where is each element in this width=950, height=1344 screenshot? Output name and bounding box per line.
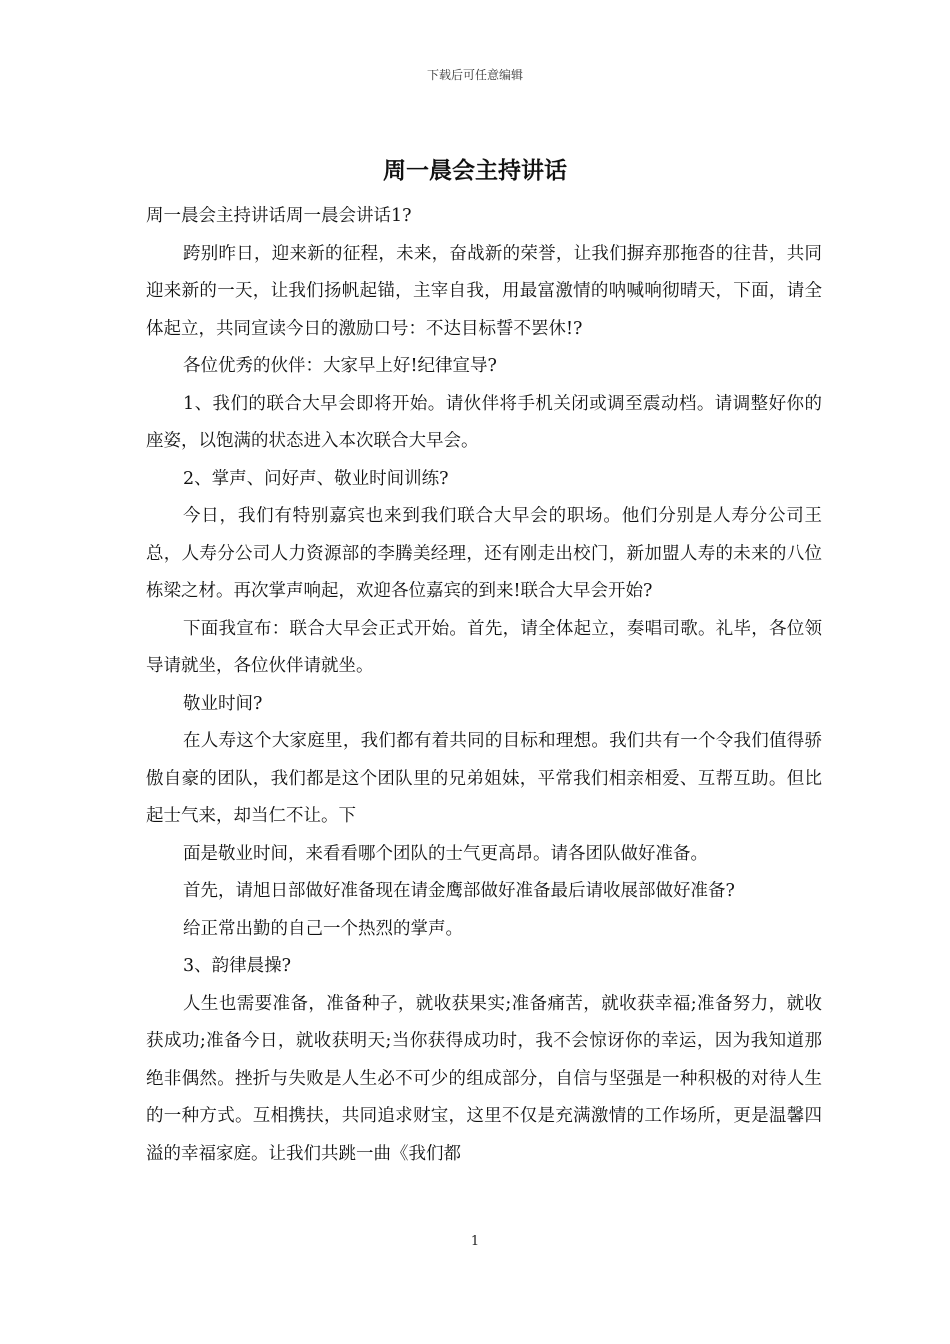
paragraph: 在人寿这个大家庭里，我们都有着共同的目标和理想。我们共有一个令我们值得骄傲自豪的团队，我们都是这个团队里的兄弟姐妹，平常我们相亲相爱、互帮互助。但比起士气来，却当仁不让。下 — [146, 731, 822, 826]
paragraph: 面是敬业时间，来看看哪个团队的士气更高昂。请各团队做好准备。 — [183, 843, 708, 864]
paragraph: 跨别昨日，迎来新的征程，未来，奋战新的荣誉，让我们摒弃那拖沓的往昔，共同迎来新的一天，让我们扬帆起锚，主宰自我，用最富激情的呐喊响彻晴天，下面，请全体起立，共同宣读今日的激励口号：不达目标誓不罢休!? — [146, 243, 822, 339]
document-body — [146, 198, 822, 1173]
paragraph: 下面我宣布：联合大早会正式开始。首先，请全体起立，奏唱司歌。礼毕，各位领导请就坐，各位伙伴请就坐。 — [146, 618, 822, 676]
paragraph: 首先，请旭日部做好准备现在请金鹰部做好准备最后请收展部做好准备? — [183, 881, 735, 901]
paragraph: 3、韵律晨操? — [183, 956, 292, 976]
paragraph: 人生也需要准备，准备种子，就收获果实;准备痛苦，就收获幸福;准备努力，就收获成功;准备今日，就收获明天;当你获得成功时，我不会惊讶你的幸运，因为我知道那绝非偶然。挫折与失败是人生必不可少的组成部分，自信与坚强是一种积极的对待人生的一种方式。互相携扶，共同追求财宝，这里不仅是充满激情的工作场所，更是温馨四溢的幸福家庭。让我们共跳一曲《我们都 — [146, 993, 822, 1164]
paragraph: 1、我们的联合大早会即将开始。请伙伴将手机关闭或调至震动档。请调整好你的座姿，以饱满的状态进入本次联合大早会。 — [146, 393, 822, 451]
paragraph: 2、掌声、问好声、敬业时间训练? — [183, 468, 449, 489]
paragraph: 敬业时间? — [183, 693, 263, 714]
paragraph: 给正常出勤的自己一个热烈的掌声。 — [183, 918, 463, 939]
paragraph-subtitle: 周一晨会主持讲话周一晨会讲话1? — [146, 206, 412, 226]
header-note: 下载后可任意编辑 — [426, 68, 523, 82]
paragraph: 今日，我们有特别嘉宾也来到我们联合大早会的职场。他们分别是人寿分公司王总，人寿分公司人力资源部的李腾美经理，还有刚走出校门，新加盟人寿的未来的八位栋梁之材。再次掌声响起，欢迎各位嘉宾的到来!联合大早会开始? — [146, 506, 822, 601]
paragraph: 各位优秀的伙伴：大家早上好!纪律宣导? — [183, 356, 497, 376]
page-number: 1 — [470, 1234, 480, 1249]
document-title: 周一晨会主持讲话 — [383, 157, 567, 184]
